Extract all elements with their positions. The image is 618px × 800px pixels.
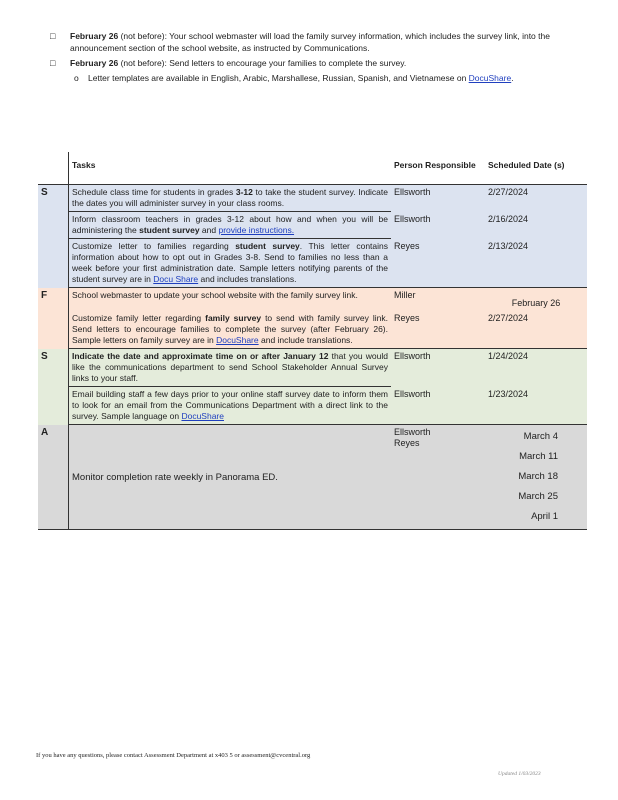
task-text: Customize family letter regarding (72, 313, 206, 323)
sub-bullet-item: o Letter templates are available in English, Arabic, Marshallese, Russian, Spanish, and Vietnamese on DocuShare. (74, 73, 514, 83)
task-cell (69, 425, 392, 530)
circle-bullet-icon: o (74, 73, 79, 83)
task-cell (69, 311, 392, 349)
table-row (38, 239, 587, 288)
task-cell (69, 349, 392, 387)
task-text: to take the student survey. Indicate the dates you will administer survey in your class rooms. (72, 187, 389, 208)
task-cell (69, 288, 392, 312)
task-cell (69, 185, 392, 212)
bullet-text: (not before): Send letters to encourage your families to complete the survey. (118, 58, 407, 68)
task-text: Monitor completion rate weekly in Panorama ED. (72, 471, 278, 483)
task-text: Email building staff a few days prior to your online staff survey date to inform them to look for an email from the Communications Department with a direct link to the survey. Sample language on (72, 389, 388, 421)
task-text: and includes translations. (198, 274, 297, 284)
bullet-text: (not before): Your school webmaster will load the family survey information, which includes the survey link, into the announcement section of the school website, as instructed by Communications. (70, 31, 550, 53)
footer-contact: If you have any questions, please contact Assessment Department at x403 5 or assessment@cvcentral.org (36, 752, 311, 759)
header-person: Person Responsible (391, 152, 485, 185)
table-row (38, 387, 587, 425)
person-cell: Reyes (391, 311, 485, 349)
section-marker: A (38, 425, 69, 530)
date-cell: 2/13/2024 (485, 239, 587, 288)
task-emphasis: student survey (235, 241, 300, 251)
bullet-item (50, 30, 550, 54)
task-emphasis: Indicate the date and approximate time on or after January 12 (72, 351, 329, 361)
table-row (38, 288, 587, 312)
bullet-list (50, 30, 550, 84)
task-text: to send with family survey link. Send letters to encourage families to complete the survey (after February 26). Sample letters on family survey are in (72, 313, 388, 345)
person-cell: Miller (394, 290, 416, 300)
task-text: School webmaster to update your school website with the family survey link. (72, 290, 358, 300)
person-cell: Ellsworth (391, 387, 485, 425)
table-row (38, 185, 587, 212)
updated-date: Updated 1/03/2023 (498, 771, 541, 777)
task-text: that you would like the communications department to send School Stakeholder Annual Survey links to your staff. (72, 351, 388, 383)
person-cell: Ellsworth (394, 213, 431, 224)
table-row (38, 425, 587, 530)
sub-bullet-text: Letter templates are available in English, Arabic, Marshallese, Russian, Spanish, and Vietnamese on (88, 73, 469, 83)
task-text: Customize letter to families regarding (72, 241, 236, 251)
person-cell: Ellsworth Reyes (391, 425, 485, 530)
bullet-date: February 26 (70, 31, 119, 41)
scheduled-date: March 25 (518, 491, 558, 502)
table-row (38, 212, 587, 239)
table-header (38, 152, 587, 185)
date-cell: 2/16/2024 (488, 213, 529, 224)
task-cell (69, 212, 392, 239)
person-cell: Reyes (391, 239, 485, 288)
date-cell: February 26 (511, 298, 561, 308)
date-cell: 2/27/2024 (488, 187, 529, 197)
person-cell: Ellsworth (394, 351, 431, 361)
task-emphasis: family survey (205, 313, 262, 323)
date-cell (485, 425, 587, 530)
table-row (38, 311, 587, 349)
checkbox-icon: □ (50, 31, 56, 41)
bullet-item (50, 57, 550, 69)
checkbox-icon: □ (50, 58, 56, 68)
task-text: and (199, 225, 219, 235)
bullet-date: February 26 (70, 58, 119, 68)
section-marker: S (38, 349, 69, 425)
date-cell: 2/27/2024 (485, 311, 587, 349)
header-date: Scheduled Date (s) (485, 152, 587, 185)
task-link[interactable]: provide instructions. (218, 225, 295, 235)
section-marker: F (38, 288, 69, 349)
task-text: Inform classroom teachers in grades 3-12 about how and when you will be administering the (72, 214, 388, 235)
scheduled-date: March 4 (523, 431, 558, 442)
task-cell (69, 387, 392, 425)
task-emphasis: student survey (139, 225, 200, 235)
date-cell: 1/23/2024 (485, 387, 587, 425)
task-link[interactable]: DocuShare (181, 411, 224, 421)
task-link[interactable]: DocuShare (216, 335, 259, 345)
header-tasks: Tasks (69, 152, 392, 185)
task-cell (69, 239, 392, 288)
scheduled-date: April 1 (531, 511, 558, 522)
task-table (38, 152, 587, 530)
scheduled-date: March 18 (518, 471, 558, 482)
table-row (38, 349, 587, 387)
task-text: and include translations. (258, 335, 353, 345)
date-cell: 1/24/2024 (488, 351, 529, 361)
section-marker: S (38, 185, 69, 288)
docushare-link[interactable]: DocuShare (468, 73, 512, 83)
task-text: Schedule class time for students in grades (72, 187, 236, 197)
task-link[interactable]: Docu Share (153, 274, 199, 284)
task-text: . This letter contains information about how to opt out in Grades 3-8. Send to families no less than a week before your first administration date. Sample letters notifying parents of the student survey are in (72, 241, 389, 284)
person-cell: Ellsworth (394, 187, 431, 197)
scheduled-date: March 11 (519, 451, 558, 462)
task-emphasis: 3-12 (235, 187, 253, 197)
table-body (38, 185, 587, 530)
